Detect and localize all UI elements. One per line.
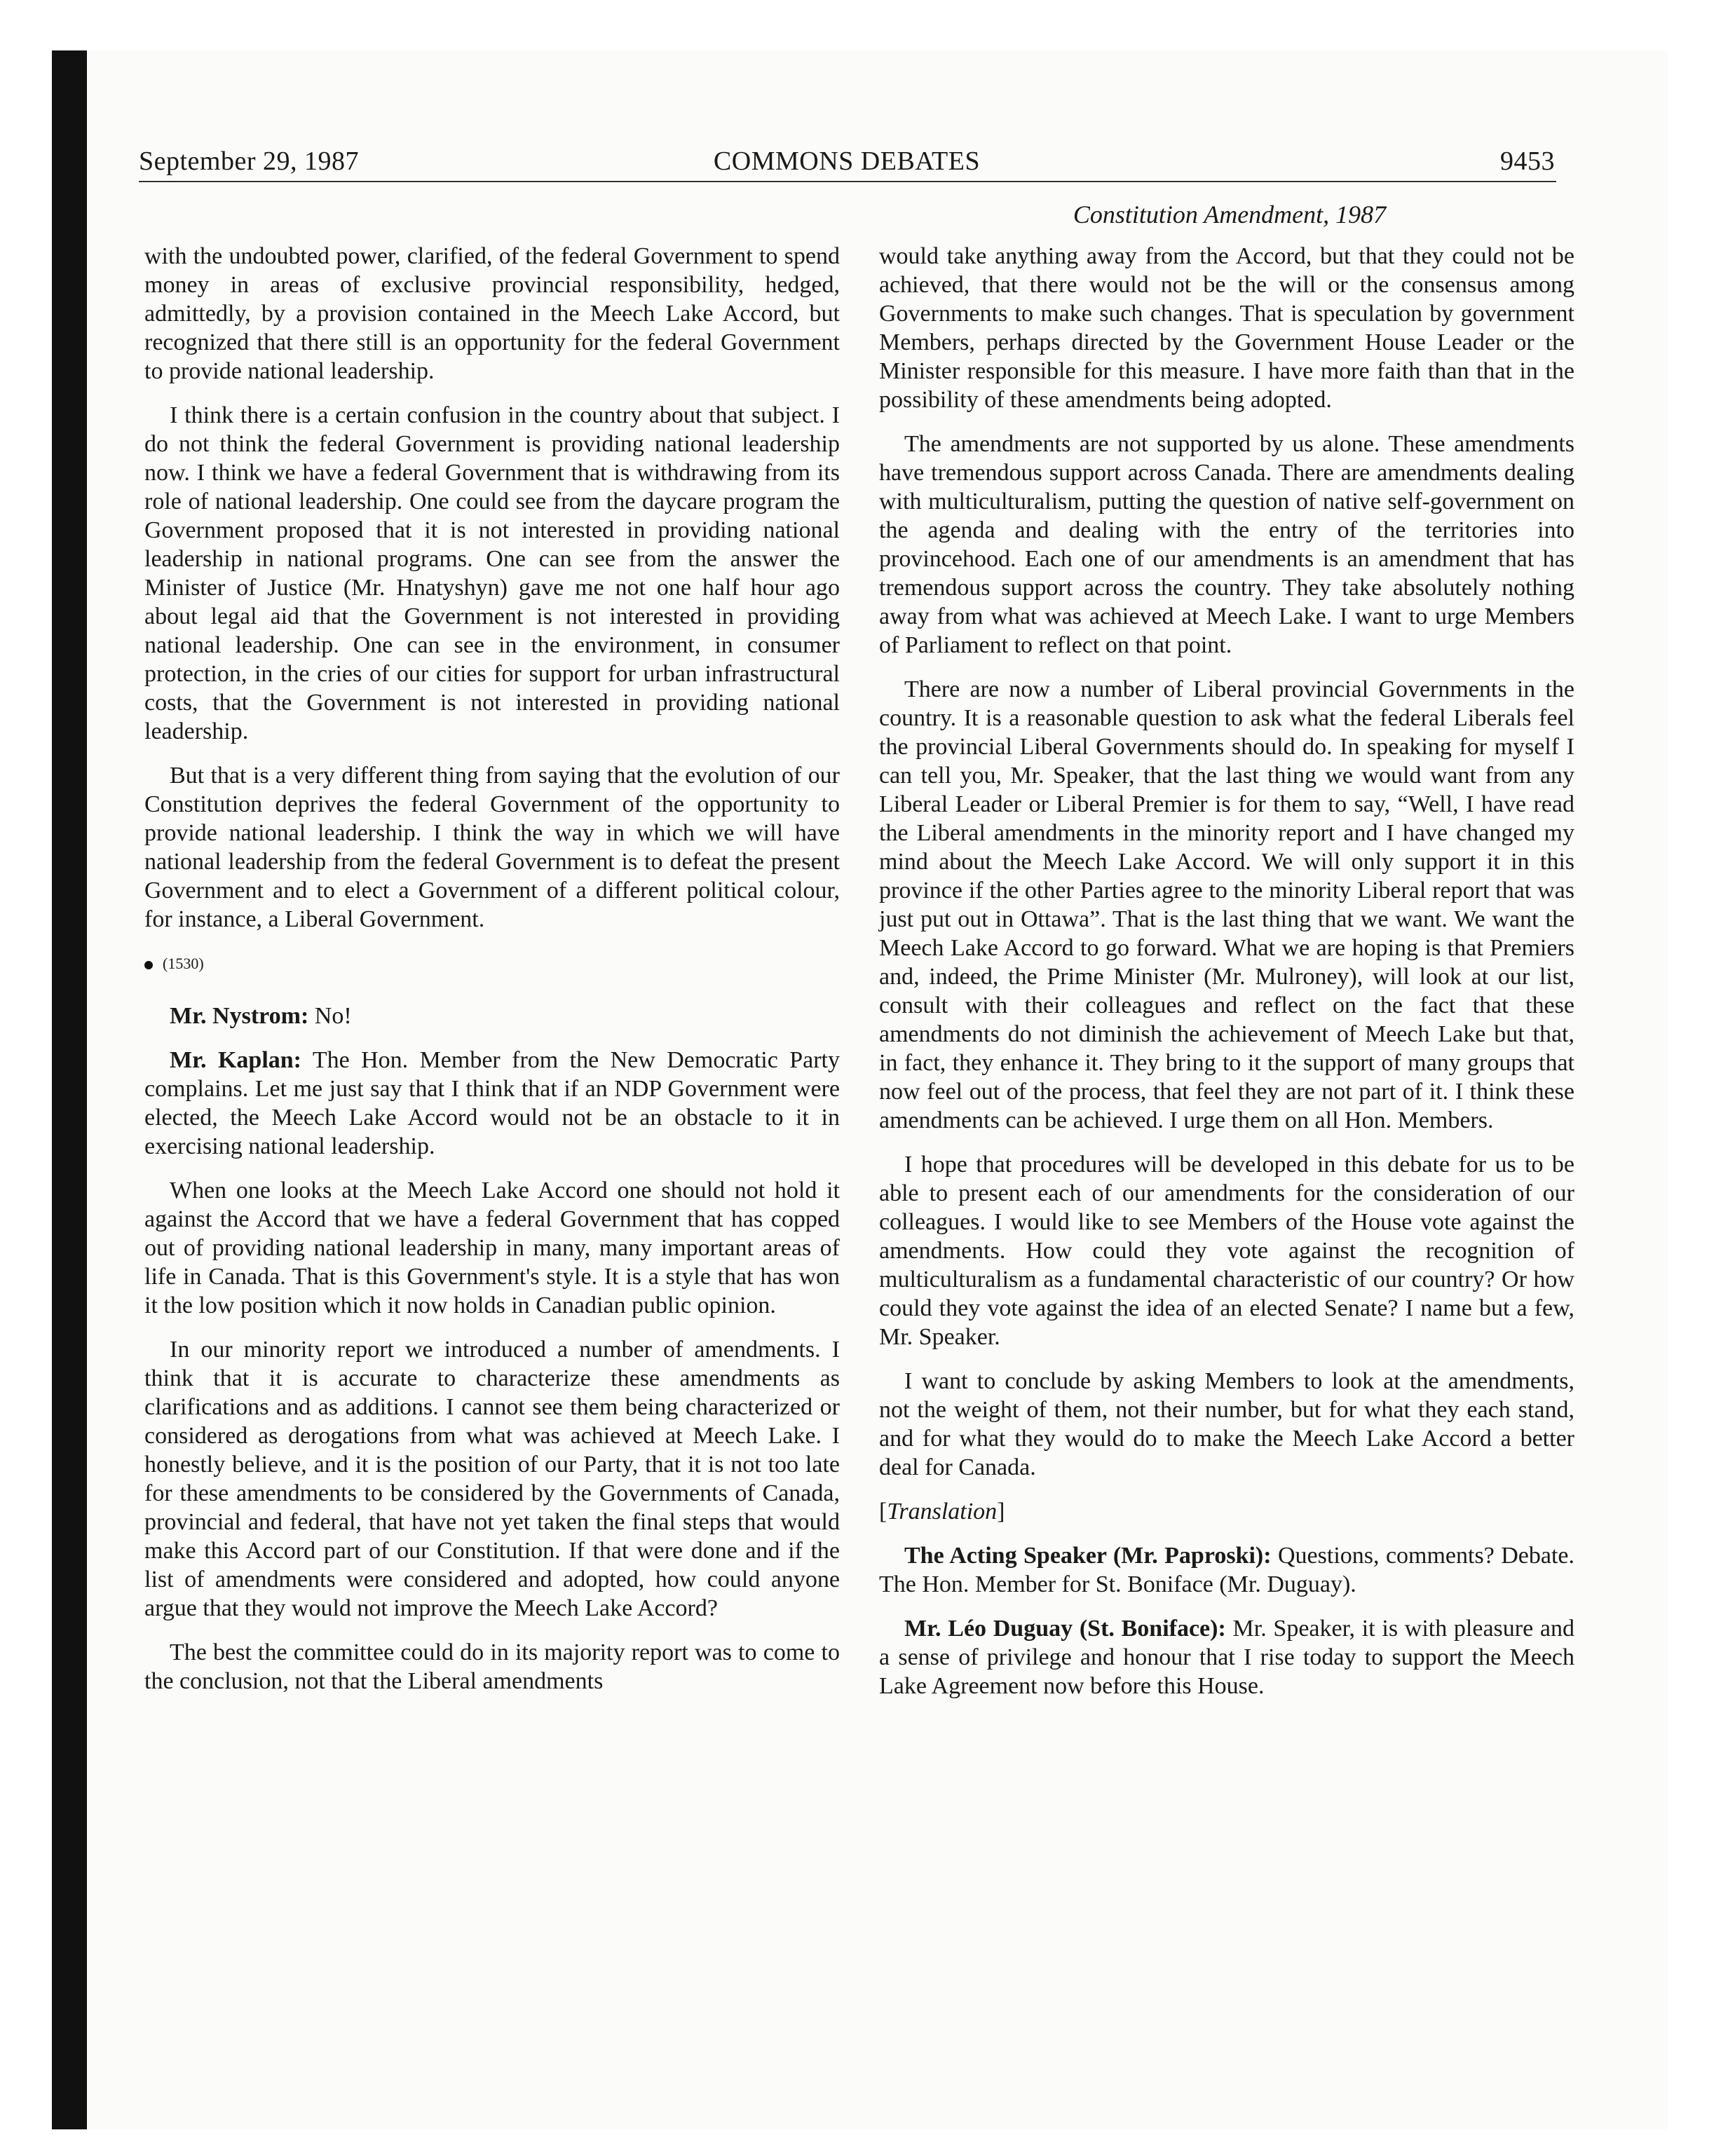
running-header [139, 146, 1555, 185]
header-page-number: 9453 [1500, 146, 1555, 176]
speech-duguay [879, 1614, 1574, 1700]
speech-kaplan [144, 1046, 840, 1161]
time-marker-text: (1530) [163, 955, 204, 972]
speech-text: Questions, comments? Debate. The Hon. Member for St. Boniface (Mr. Duguay). [879, 1543, 1574, 1597]
header-title: COMMONS DEBATES [713, 146, 981, 176]
right-column [879, 242, 1574, 1716]
paragraph: In our minority report we introduced a number of amendments. I think that it is accurate to characterize these amendments as clarifications and as additions. I cannot see them being characterized or considered as derogations from what was achieved at Meech Lake. I honestly believe, and it is the position of our Party, that it is not too late for these amendments to be considered by the Governments of Canada, provincial and federal, that have not yet taken the final steps that would make this Accord part of our Constitution. If that were done and if the list of amendments were considered and adopted, how could anyone argue that they would not improve the Meech Lake Accord? [144, 1337, 840, 1621]
speaker-name: Mr. Léo Duguay (St. Boniface): [904, 1616, 1226, 1642]
speech-acting-speaker [879, 1541, 1574, 1599]
translation-marker [879, 1497, 1574, 1526]
translation-word: Translation [887, 1499, 998, 1524]
speaker-name: The Acting Speaker (Mr. Paproski): [904, 1543, 1272, 1569]
left-column [144, 242, 840, 1711]
header-date: September 29, 1987 [139, 146, 360, 176]
paragraph: There are now a number of Liberal provincial Governments in the country. It is a reasonable question to ask what the federal Liberals feel the provincial Liberal Governments should do. In speaking for myself I can tell you, Mr. Speaker, that the last thing we would want from any Liberal Leader or Liberal Premier is for them to say, “Well, I have read the Liberal amendments in the minority report and I have changed my mind about the Meech Lake Accord. We will only support it in this province if the other Parties agree to the minority Liberal report that was just put out in Ottawa”. That is the last thing that we want. We want the Meech Lake Accord to go forward. What we are hoping is that Premiers and, indeed, the Prime Minister (Mr. Mulroney), will look at our list, consult with their colleagues and reflect on the fact that these amendments do not diminish the achievement of Meech Lake but that, in fact, they enhance it. They bring to it the support of many groups that now feel out of the process, that feel they are not part of it. I think these amendments can be achieved. I urge them on all Hon. Members. [879, 676, 1574, 1133]
speech-text: The Hon. Member from the New Democratic Party complains. Let me just say that I think that if an NDP Government were elected, the Meech Lake Accord would not be an obstacle to it in exercising national leadership. [144, 1047, 841, 1159]
paragraph: But that is a very different thing from saying that the evolution of our Constitution deprives the federal Government of the opportunity to provide national leadership. I think the way in which we will have national leadership from the federal Government is to defeat the present Government and to elect a Government of a different political colour, for instance, a Liberal Government. [144, 763, 840, 932]
scan-binding-edge [52, 50, 87, 2129]
speaker-name: Mr. Nystrom: [170, 1003, 309, 1029]
speech-nystrom [144, 1002, 840, 1030]
speech-text: Mr. Speaker, it is with pleasure and a sense of privilege and honour that I rise today to support the Meech Lake Agreement now before this House. [879, 1616, 1575, 1699]
paragraph: with the undoubted power, clarified, of the federal Government to spend money in areas of exclusive provincial responsibility, hedged, admittedly, by a provision contained in the Meech Lake Accord, but recognized that there still is an opportunity for the federal Government to provide national leadership. [144, 243, 840, 384]
paragraph: I think there is a certain confusion in the country about that subject. I do not think the federal Government is providing national leadership now. I think we have a federal Government that is withdrawing from its role of national leadership. One could see from the daycare program the Government proposed that it is not interested in providing national leadership in national programs. One can see from the answer the Minister of Justice (Mr. Hnatyshyn) gave me not one half hour ago about legal aid that the Government is not interested in providing national leadership. One can see in the environment, in consumer protection, in the cries of our cities for support for urban infrastructural costs, that the Government is not interested in providing national leadership. [144, 402, 840, 744]
translation-bracket-open: [ [879, 1499, 887, 1524]
bullet-icon [144, 961, 153, 969]
paragraph: The best the committee could do in its majority report was to come to the conclusion, not that the Liberal amendments [144, 1639, 840, 1694]
paragraph: The amendments are not supported by us alone. These amendments have tremendous support across Canada. There are amendments dealing with multiculturalism, putting the question of native self-government on the agenda and dealing with the entry of the territories into provincehood. Each one of our amendments is an amendment that has tremendous support across the country. They take absolutely nothing away from what was achieved at Meech Lake. I want to urge Members of Parliament to reflect on that point. [879, 431, 1574, 658]
time-marker [144, 949, 840, 978]
paragraph: I want to conclude by asking Members to look at the amendments, not the weight of them, not their number, but for what they each stand, and for what they would do to make the Meech Lake Accord a better deal for Canada. [879, 1368, 1574, 1480]
paragraph: When one looks at the Meech Lake Accord one should not hold it against the Accord that we have a federal Government that has copped out of providing national leadership in many, many important areas of life in Canada. That is this Government's style. It is a style that has won it the low position which it now holds in Canadian public opinion. [144, 1178, 840, 1318]
paragraph: would take anything away from the Accord, but that they could not be achieved, that there would not be the will or the consensus among Governments to make such changes. That is speculation by government Members, perhaps directed by the Government House Leader or the Minister responsible for this measure. I have more faith than that in the possibility of these amendments being adopted. [879, 243, 1574, 413]
header-rule [139, 181, 1556, 182]
speech-text: No! [314, 1003, 352, 1029]
translation-bracket-close: ] [997, 1499, 1005, 1524]
speaker-name: Mr. Kaplan: [170, 1047, 302, 1073]
section-title: Constitution Amendment, 1987 [1073, 200, 1387, 228]
paragraph: I hope that procedures will be developed in this debate for us to be able to present each of our amendments for the consideration of our colleagues. I would like to see Members of the House vote against the amendments. How could they vote against the recognition of multiculturalism as a fundamental characteristic of our country? Or how could they vote against the idea of an elected Senate? I name but a few, Mr. Speaker. [879, 1152, 1574, 1350]
